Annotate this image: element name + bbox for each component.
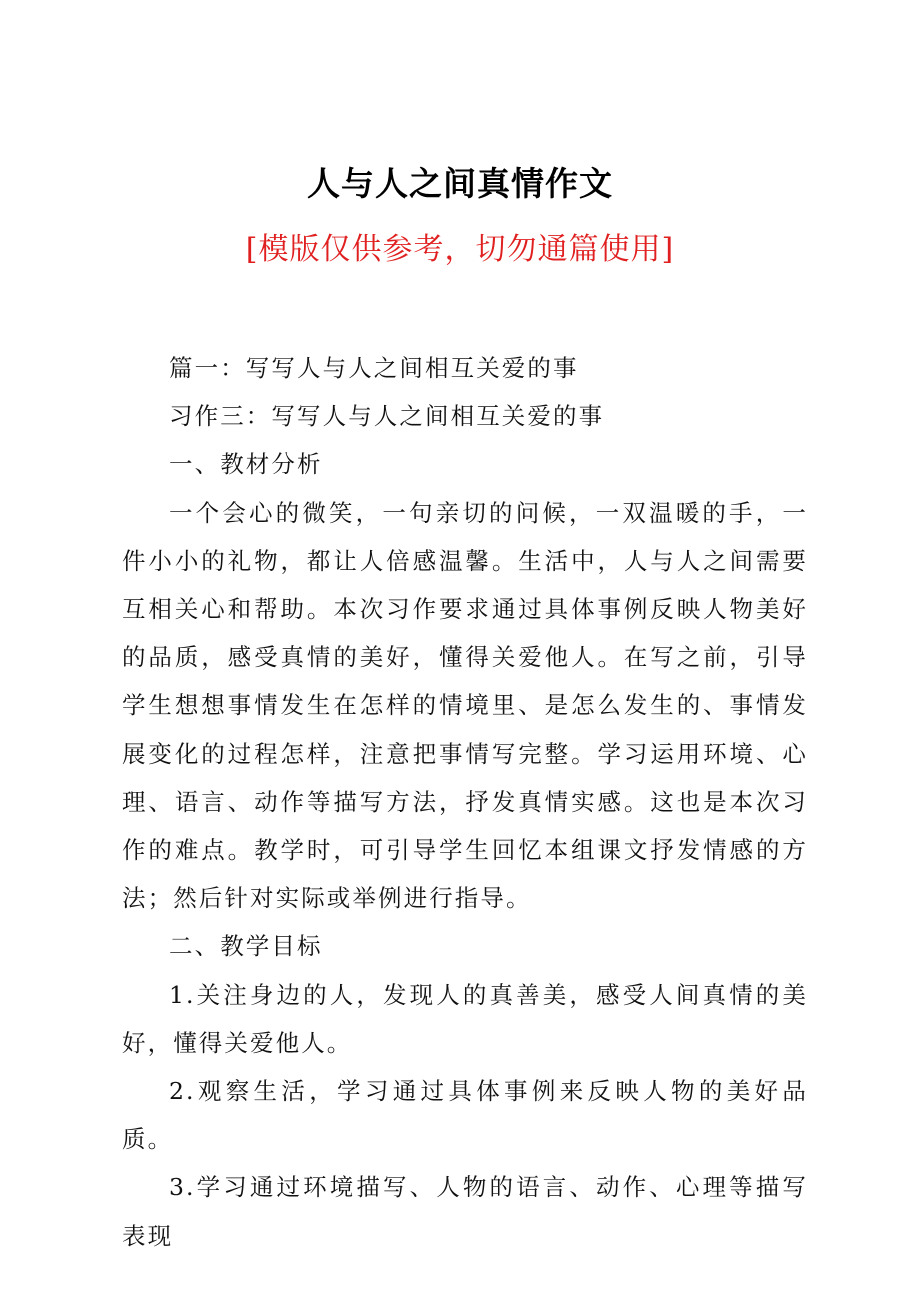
paragraph-goal-1: 1.关注身边的人，发现人的真善美，感受人间真情的美好，懂得关爱他人。 [122, 980, 808, 1057]
paragraph-textbook-analysis: 一个会心的微笑，一句亲切的问候，一双温暖的手，一件小小的礼物，都让人倍感温馨。生活中，人与人之间需要互相关心和帮助。本次习作要求通过具体事例反映人物美好的品质，感受真情的美好，懂得关爱他人。在写之前，引导学生想想事情发生在怎样的情境里、是怎么发生的、事情发展变化的过程怎样，注意把事情写完整。学习运用环境、心理、语言、动作等描写方法，抒发真情实感。这也是本次习作的难点。教学时，可引导学生回忆本组课文抒发情感的方法；然后针对实际或举例进行指导。 [122, 498, 808, 913]
paragraph-goal-3: 3.学习通过环境描写、人物的语言、动作、心理等描写表现 [122, 1173, 808, 1250]
document-body [122, 344, 808, 1260]
document-title: 人与人之间真情作文 [307, 164, 613, 203]
paragraph-teaching-goals-heading: 二、教学目标 [169, 932, 323, 961]
document-subtitle: [模版仅供参考，切勿通篇使用] [245, 232, 675, 267]
paragraph-exercise-heading: 习作三：写写人与人之间相互关爱的事 [169, 402, 605, 431]
paragraph-section-heading: 篇一：写写人与人之间相互关爱的事 [169, 354, 579, 382]
paragraph-goal-2: 2.观察生活，学习通过具体事例来反映人物的美好品质。 [122, 1077, 808, 1154]
paragraph-textbook-analysis-heading: 一、教材分析 [169, 450, 323, 479]
